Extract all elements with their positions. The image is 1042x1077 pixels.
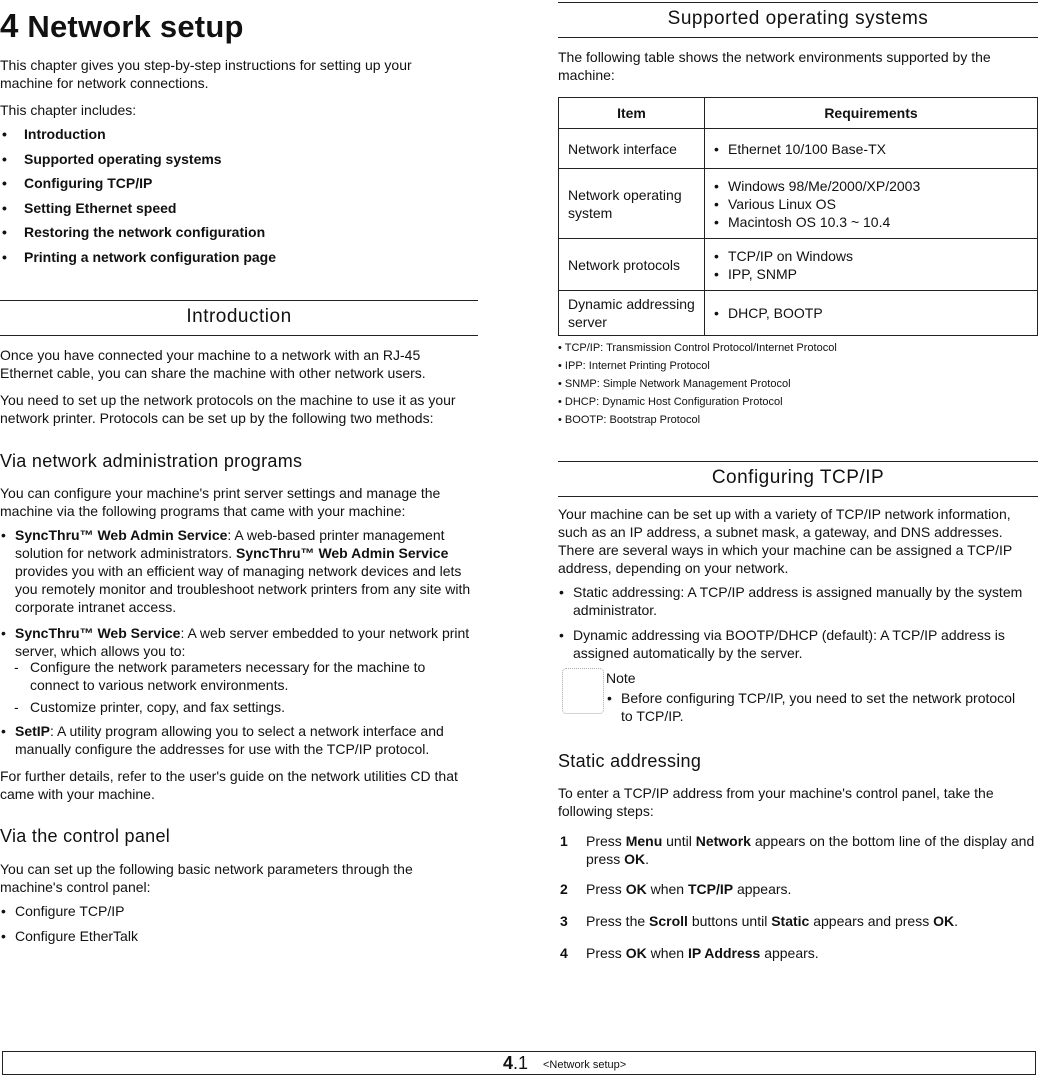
table-cell: • Windows 98/Me/2000/XP/2003 • Various Linux OS • Macintosh OS 10.3 ~ 10.4 xyxy=(705,169,1038,239)
table-row xyxy=(559,239,1038,291)
intro-paragraph: This chapter gives you step-by-step instructions for setting up your machine for network connections. xyxy=(0,57,412,91)
table-header: Requirements xyxy=(705,98,1038,129)
table-cell: • TCP/IP on Windows • IPP, SNMP xyxy=(705,239,1038,291)
table-cell: Dynamic addressing server xyxy=(559,291,705,336)
list-item: 3 Press the Scroll buttons until Static appears and press OK. xyxy=(560,913,958,929)
introduction-heading: Introduction xyxy=(0,300,478,336)
left-column xyxy=(0,0,478,1040)
list-item: 4 Press OK when IP Address appears. xyxy=(560,945,819,961)
setip-list xyxy=(0,722,476,758)
chapter-title-text: Network setup xyxy=(27,9,244,44)
list-item: 2 Press OK when TCP/IP appears. xyxy=(560,881,792,897)
list-item: • Static addressing: A TCP/IP address is assigned manually by the system administrator. xyxy=(559,584,1023,618)
note-list xyxy=(606,689,1026,725)
toc-item: • Printing a network configuration page xyxy=(2,248,277,265)
supported-heading: Supported operating systems xyxy=(558,2,1038,38)
table-row xyxy=(559,169,1038,239)
introduction-paragraph-1: Once you have connected your machine to a network with an RJ-45 Ethernet cable, you can share the machine with other network users. xyxy=(0,347,426,381)
list-item: • IPP: Internet Printing Protocol xyxy=(558,360,710,372)
toc-item: • Setting Ethernet speed xyxy=(2,199,177,216)
toc-item: • Restoring the network configuration xyxy=(2,224,266,240)
admin-programs-list xyxy=(0,526,476,660)
list-item: • Dynamic addressing via BOOTP/DHCP (default): A TCP/IP address is assigned automatically by the server. xyxy=(559,627,1005,661)
toc-item: • Introduction xyxy=(2,126,106,142)
static-addressing-heading: Static addressing xyxy=(558,751,702,771)
toc-item: • Configuring TCP/IP xyxy=(2,175,153,191)
page-number: 4.1 xyxy=(503,1053,529,1073)
control-panel-list xyxy=(0,902,476,945)
note-icon xyxy=(562,668,604,714)
chapter-contents-list xyxy=(0,125,470,272)
chapter-title xyxy=(0,8,244,45)
configuring-paragraph: Your machine can be set up with a variety of TCP/IP network information, such as an IP address, a subnet mask, a gateway, and DNS addresses. There are several ways in which your machine can be assigned a TCP/IP address, depending on your network. xyxy=(558,506,1012,576)
note-title: Note xyxy=(606,670,636,686)
via-admin-paragraph: You can configure your machine's print server settings and manage the machine via the following programs that came with your machine: xyxy=(0,485,441,519)
requirements-table xyxy=(558,97,1038,336)
toc-item: • Supported operating systems xyxy=(2,150,222,167)
right-column xyxy=(558,0,1038,1040)
list-item: • SyncThru™ Web Admin Service: A web-based printer management solution for network administrators. SyncThru™ Web Admin Service provides you with an efficient way of managing network devices and lets you remotely monitor and troubleshoot network printers from any site with corporate intranet access. xyxy=(1,527,471,615)
page-footer xyxy=(2,1051,1036,1075)
static-steps-list xyxy=(558,832,1036,962)
table-cell: Network interface xyxy=(559,129,705,169)
via-panel-heading: Via the control panel xyxy=(0,826,171,846)
intro-includes: This chapter includes: xyxy=(0,102,137,118)
configuring-heading: Configuring TCP/IP xyxy=(558,461,1038,497)
list-item: • SetIP: A utility program allowing you to select a network interface and manually configure the addresses for use with the TCP/IP protocol. xyxy=(1,723,444,757)
list-item: • SyncThru™ Web Service: A web server embedded to your network print server, which allows you to: xyxy=(1,625,470,659)
introduction-paragraph-2: You need to set up the network protocols on the machine to use it as your network printer. Protocols can be set up by the following two methods: xyxy=(0,392,456,426)
via-panel-paragraph: You can set up the following basic network parameters through the machine's control panel: xyxy=(0,861,413,895)
via-admin-heading: Via network administration programs xyxy=(0,451,303,471)
supported-paragraph: The following table shows the network environments supported by the machine: xyxy=(558,49,991,83)
static-paragraph: To enter a TCP/IP address from your machine's control panel, take the following steps: xyxy=(558,785,994,819)
list-item: • SNMP: Simple Network Management Protocol xyxy=(558,378,791,390)
list-item: - Configure the network parameters necessary for the machine to connect to various network environments. xyxy=(14,659,426,693)
list-item: - Customize printer, copy, and fax settings. xyxy=(14,699,285,715)
list-item: • TCP/IP: Transmission Control Protocol/Internet Protocol xyxy=(558,342,837,354)
web-service-sublist xyxy=(0,658,476,716)
table-header: Item xyxy=(559,98,705,129)
chapter-number: 4 xyxy=(0,7,19,44)
table-row xyxy=(559,129,1038,169)
list-item: • Before configuring TCP/IP, you need to set the network protocol to TCP/IP. xyxy=(607,690,1016,724)
protocol-abbreviations xyxy=(558,339,837,429)
list-item: • DHCP: Dynamic Host Configuration Protocol xyxy=(558,396,783,408)
table-cell: • Ethernet 10/100 Base-TX xyxy=(705,129,1038,169)
footer-chapter-label: <Network setup> xyxy=(543,1059,627,1071)
list-item: • BOOTP: Bootstrap Protocol xyxy=(558,414,701,426)
table-cell: • DHCP, BOOTP xyxy=(705,291,1038,336)
table-header-row xyxy=(559,98,1038,129)
list-item: 1 Press Menu until Network appears on the bottom line of the display and press OK. xyxy=(560,833,1035,867)
table-row xyxy=(559,291,1038,336)
table-cell: Network operating system xyxy=(559,169,705,239)
table-cell: Network protocols xyxy=(559,239,705,291)
further-details-paragraph: For further details, refer to the user's guide on the network utilities CD that came with your machine. xyxy=(0,768,458,802)
addressing-methods-list xyxy=(558,583,1036,662)
list-item: • Configure TCP/IP xyxy=(1,903,125,919)
list-item: • Configure EtherTalk xyxy=(1,928,138,944)
